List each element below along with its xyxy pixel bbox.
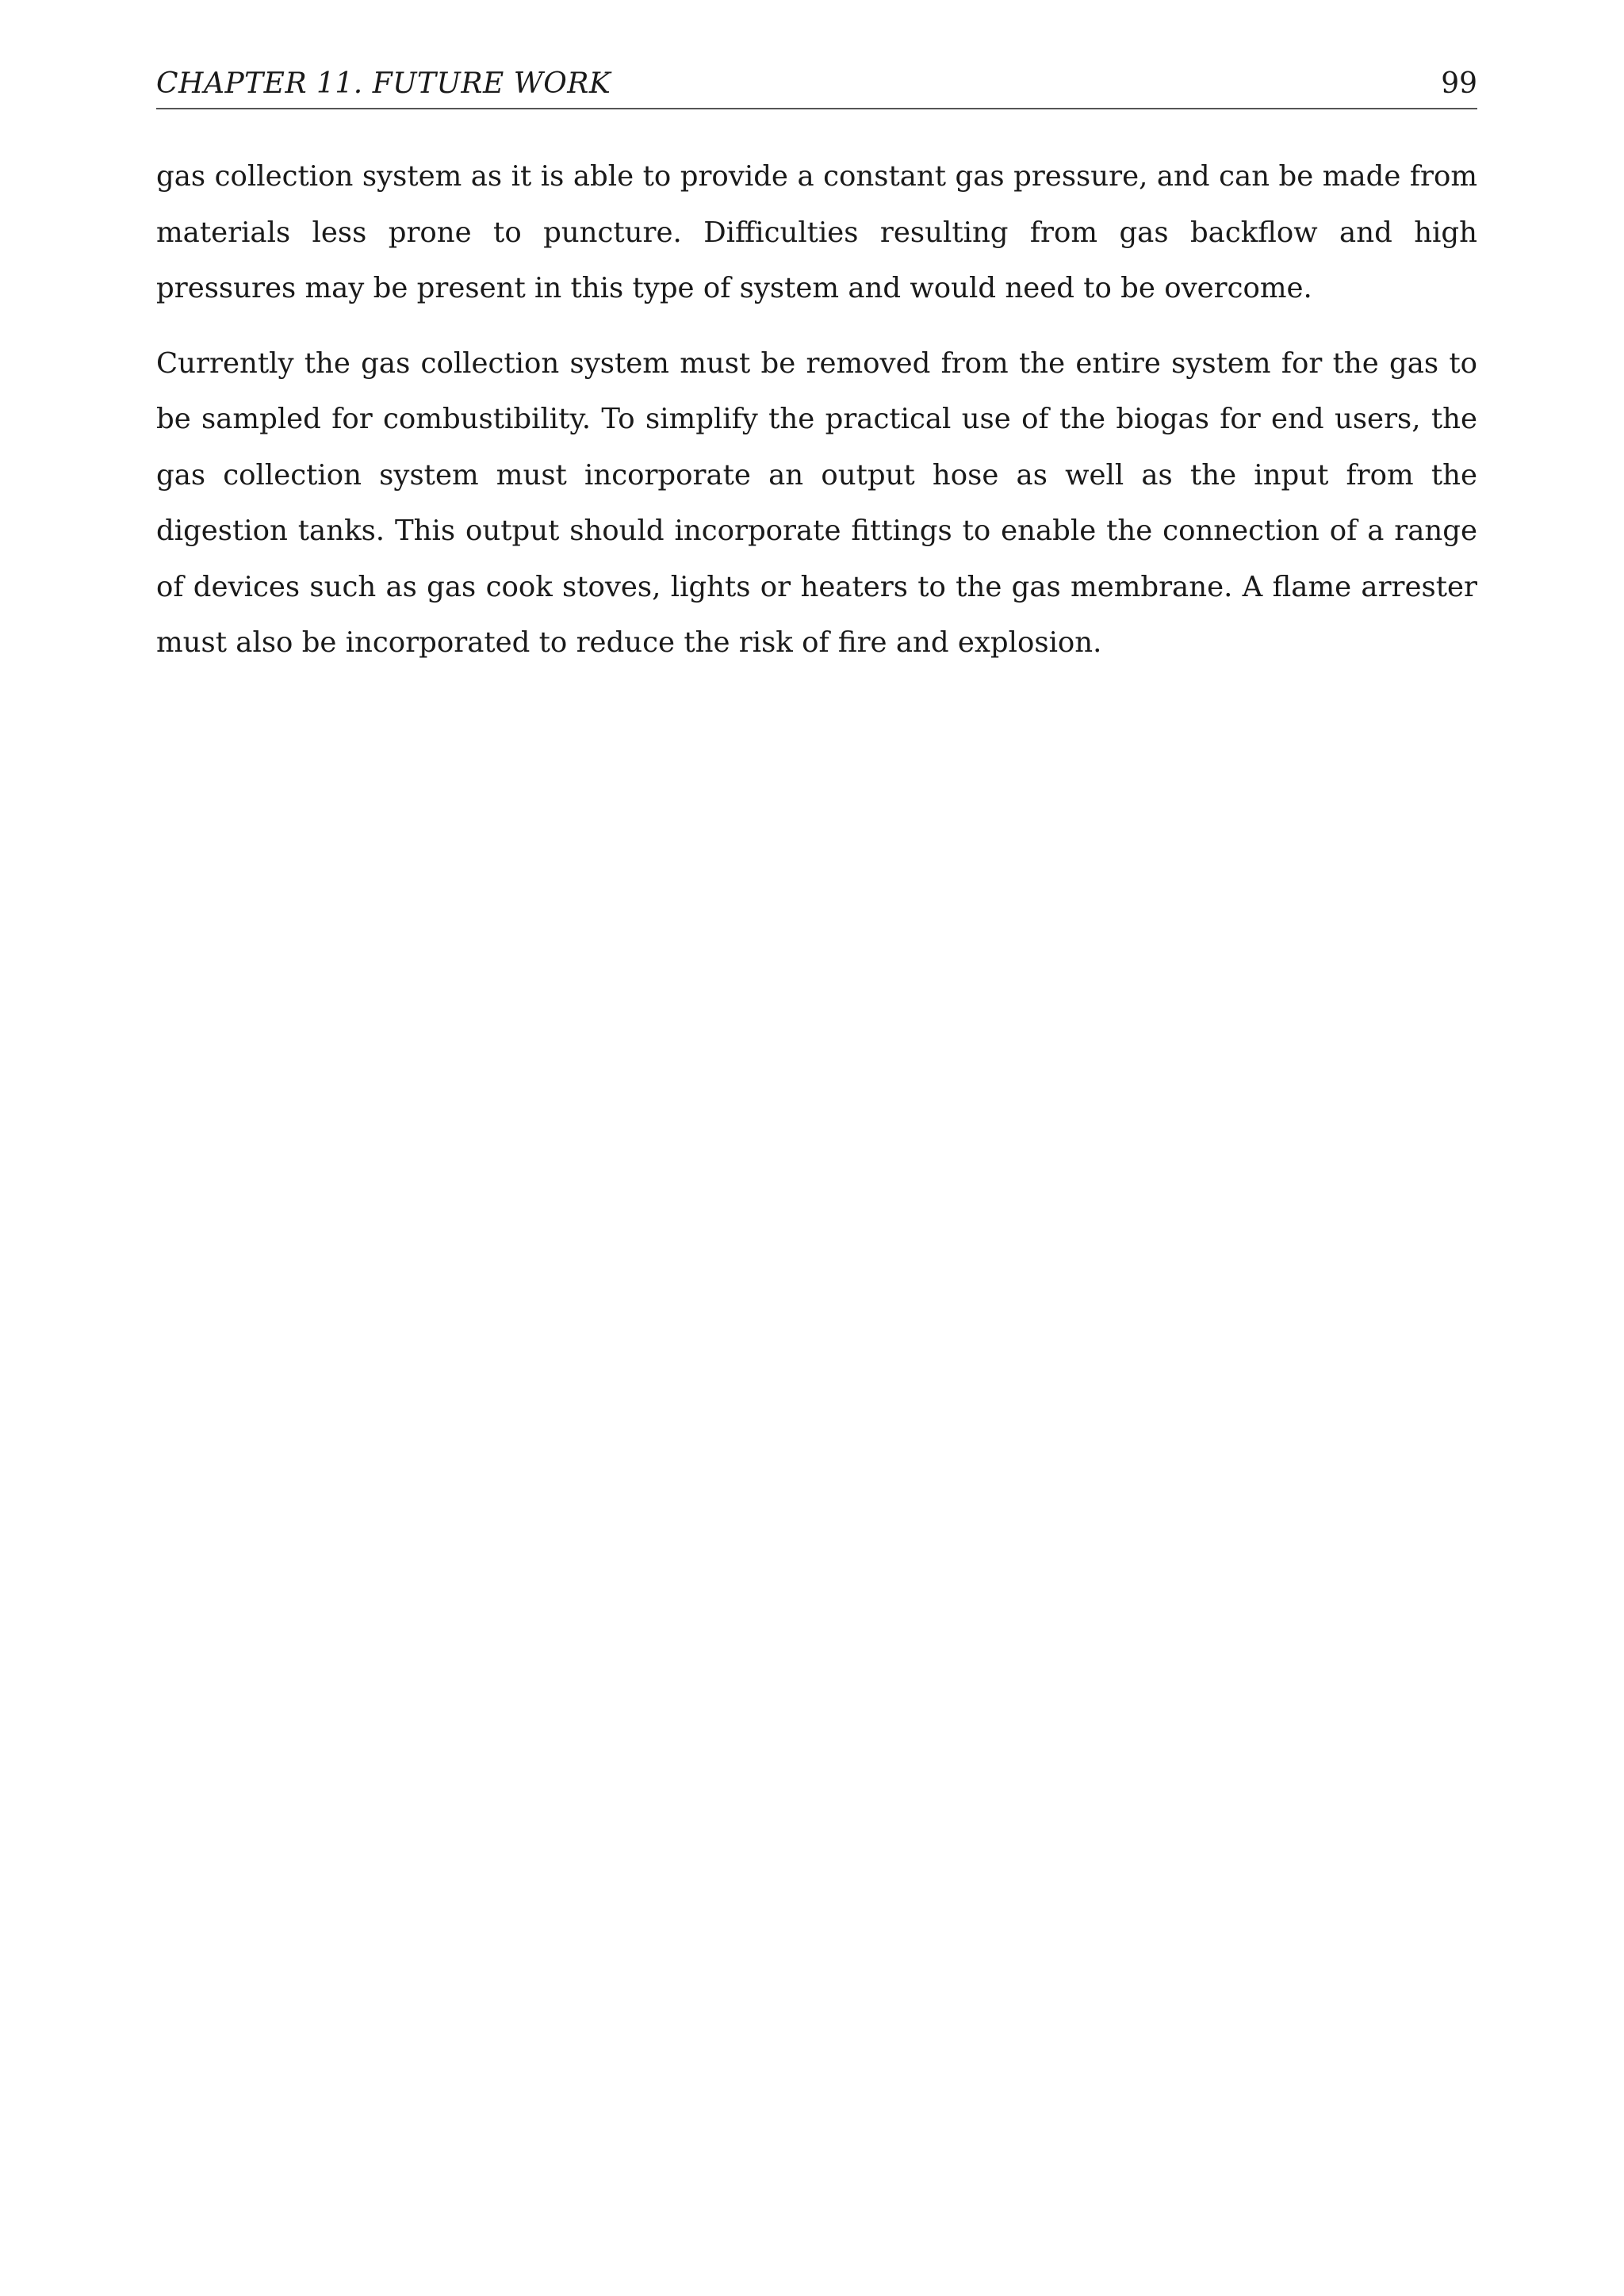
paragraph-1: gas collection system as it is able to provide a constant gas pressure, and can be made from materials less prone to puncture. Difficulties resulting from gas backflow and high pressures may be present in this type of system and would need to be overcome. bbox=[156, 160, 1477, 304]
page-number: 99 bbox=[1441, 67, 1477, 100]
chapter-title: CHAPTER 11. FUTURE WORK bbox=[156, 67, 611, 100]
paragraph-2: Currently the gas collection system must be removed from the entire system for the gas to be sampled for combustibility. To simplify the practical use of the biogas for end users, the gas collection system must incorporate an output hose as well as the input from the digestion tanks. This output should incorporate fittings to enable the connection of a range of devices such as gas cook stoves, lights or heaters to the gas membrane. A flame arrester must also be incorporated to reduce the risk of fire and explosion. bbox=[156, 346, 1477, 659]
running-header bbox=[156, 62, 1477, 109]
body-text bbox=[156, 149, 1477, 691]
